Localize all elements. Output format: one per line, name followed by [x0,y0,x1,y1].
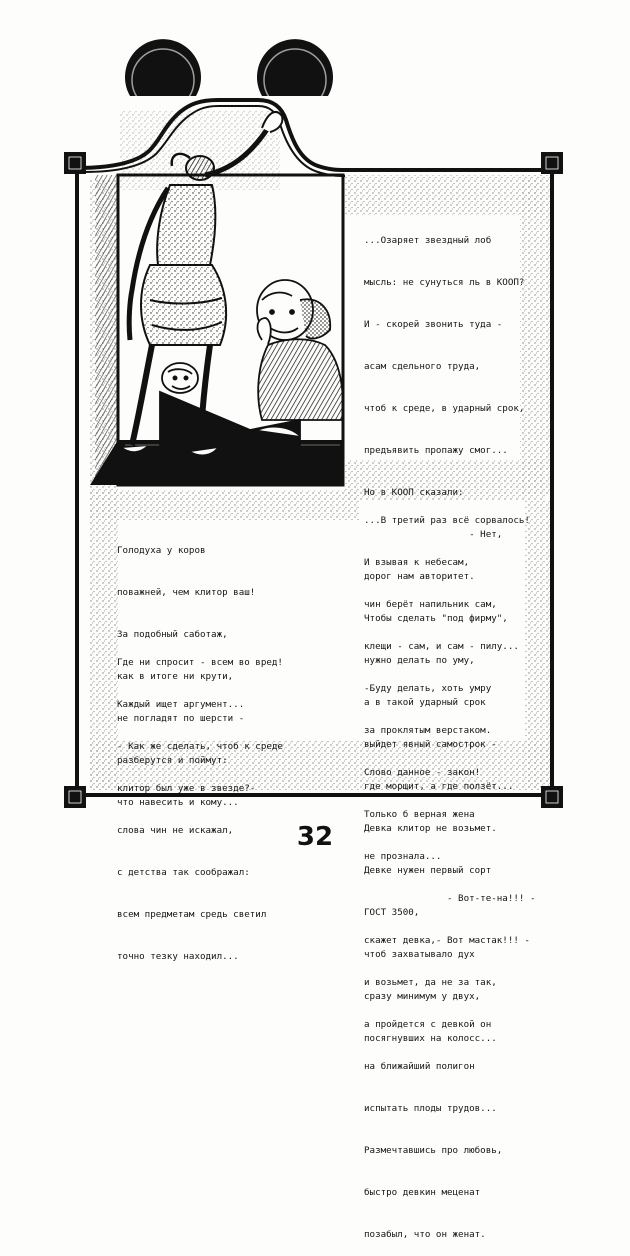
poem-line: ...В третий раз всё сорвалось! [364,515,530,526]
poem-line: скажет девка,- Вот мастак!!! - [364,935,530,946]
poem-line: - Вот-те-на!!! - [364,893,536,904]
poem-line: Каждый ищет аргумент... [117,699,245,710]
poem-line: асам сдельного труда, [364,361,481,372]
poem-line: И - скорей звонить туда - [364,319,503,330]
poem-line: разберутся и поймут: [117,755,228,766]
poem-line: И взывая к небесам, [364,557,470,568]
poem-line: позабыл, что он женат. [364,1229,486,1240]
poem-line: Только б верная жена [364,809,475,820]
poem-line: точно тезку находил... [117,951,239,962]
poem-line: всем предметам средь светил [117,909,267,920]
poem-line: поважней, чем клитор ваш! [117,587,256,598]
poem-line: Девка клитор не возьмет. [364,823,497,834]
poem-line: что навесить и кому... [117,797,239,808]
poem-line: не погладят по шерсти - [117,713,245,724]
poem-line: Слово данное - закон! [364,767,481,778]
poem-line: -Буду делать, хоть умру [364,683,492,694]
poem-line: Размечтавшись про любовь, [364,1145,503,1156]
poem-line: мысль: не сунуться ль в КООП? [364,277,525,288]
poem-line: за проклятым верстаком. [364,725,492,736]
poem-line: сразу минимум у двух, [364,991,481,1002]
poem-line: Чтобы сделать "под фирму", [364,613,508,624]
poem-line: посягнувших на колосс... [364,1033,497,1044]
poem-line: на ближайший полигон [364,1061,475,1072]
poem-line: слова чин не искажал, [117,825,234,836]
poem-left-stanza-2 [117,628,283,978]
poem-line: чтоб захватывало дух [364,949,475,960]
poem-line: испытать плоды трудов... [364,1103,497,1114]
poem-line: где морщит, а где ползёт... [364,781,514,792]
poem-line: - Нет, [364,529,503,540]
poem-line: не прознала... [364,851,442,862]
poem-line: с детства так соображал: [117,867,250,878]
poem-right-bottom [364,486,535,1256]
poem-line: Где ни спросит - всем во вред! [117,657,283,668]
poem-line: и возьмет, да не за так, [364,977,497,988]
poem-line: Голодуха у коров [117,545,206,556]
poem-line: Но в КООП сказали: [364,487,464,498]
poem-line: как в итоге ни крути, [117,671,234,682]
poem-line: предъявить пропажу смог... [364,445,508,456]
poem-line: выйдет явный самострок - [364,739,497,750]
poem-line: - Как же сделать, чтоб к среде [117,741,283,752]
poem-line: клещи - сам, и сам - пилу... [364,641,519,652]
poem-line: Девке нужен первый сорт [364,865,492,876]
poem-line: дорог нам авторитет. [364,571,475,582]
poem-line: ГОСТ 3500, [364,907,420,918]
poem-line: а в такой ударный срок [364,697,486,708]
poem-line: клитор был уже в звезде?- [117,783,256,794]
poem-line: чтоб к среде, в ударный срок, [364,403,525,414]
poem-line: а пройдется с девкой он [364,1019,492,1030]
poem-line: ...Озаряет звездный лоб [364,235,492,246]
bald-man-figure [257,280,343,436]
poem-line: быстро девкин меценат [364,1187,481,1198]
poem-line: нужно делать по уму, [364,655,475,666]
poem-line: За подобный саботаж, [117,629,228,640]
poem-line: чин берёт напильник сам, [364,599,497,610]
page-number: 32 [296,822,334,852]
